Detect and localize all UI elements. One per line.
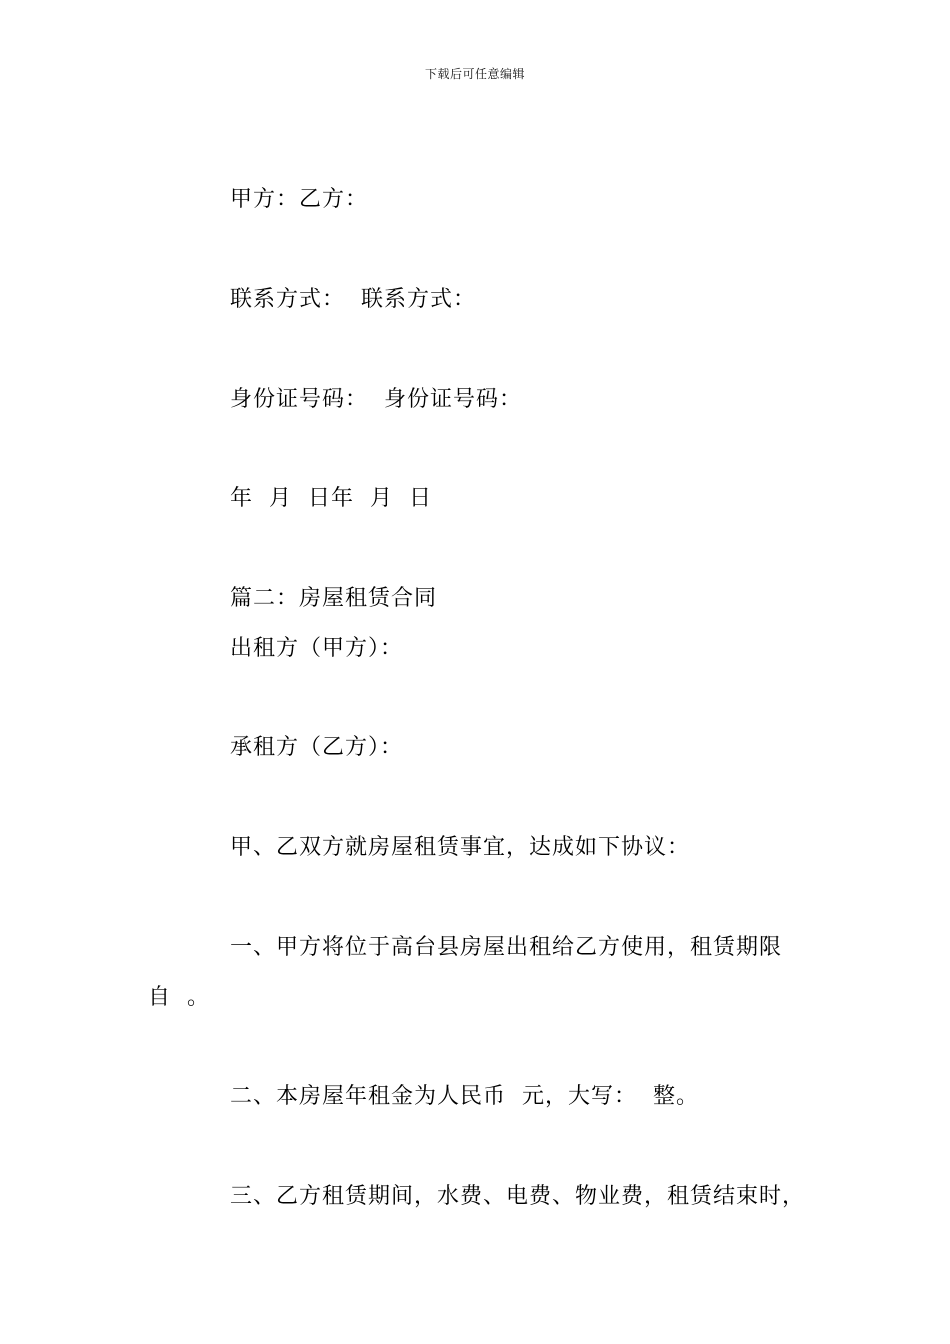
date-line: 年 月 日年 月 日 xyxy=(230,486,432,511)
section-title: 篇二：房屋租赁合同 xyxy=(230,586,438,611)
clause-1-line-1: 一、甲方将位于高台县房屋出租给乙方使用，租赁期限 xyxy=(230,935,783,960)
page-header: 下载后可任意编辑 xyxy=(424,67,525,81)
contact-info-line: 联系方式： 联系方式： xyxy=(230,287,476,312)
lessee-line: 承租方（乙方）： xyxy=(230,735,404,760)
clause-1-line-2: 自 。 xyxy=(148,985,210,1010)
signature-parties-line: 甲方：乙方： xyxy=(230,187,369,212)
clause-2: 二、本房屋年租金为人民币 元，大写： 整。 xyxy=(230,1084,699,1109)
clause-3-line-1: 三、乙方租赁期间，水费、电费、物业费，租赁结束时， xyxy=(230,1184,806,1209)
lessor-line: 出租方（甲方）： xyxy=(230,636,404,661)
agreement-intro: 甲、乙双方就房屋租赁事宜，达成如下协议： xyxy=(230,835,691,860)
id-number-line: 身份证号码： 身份证号码： xyxy=(230,387,522,412)
